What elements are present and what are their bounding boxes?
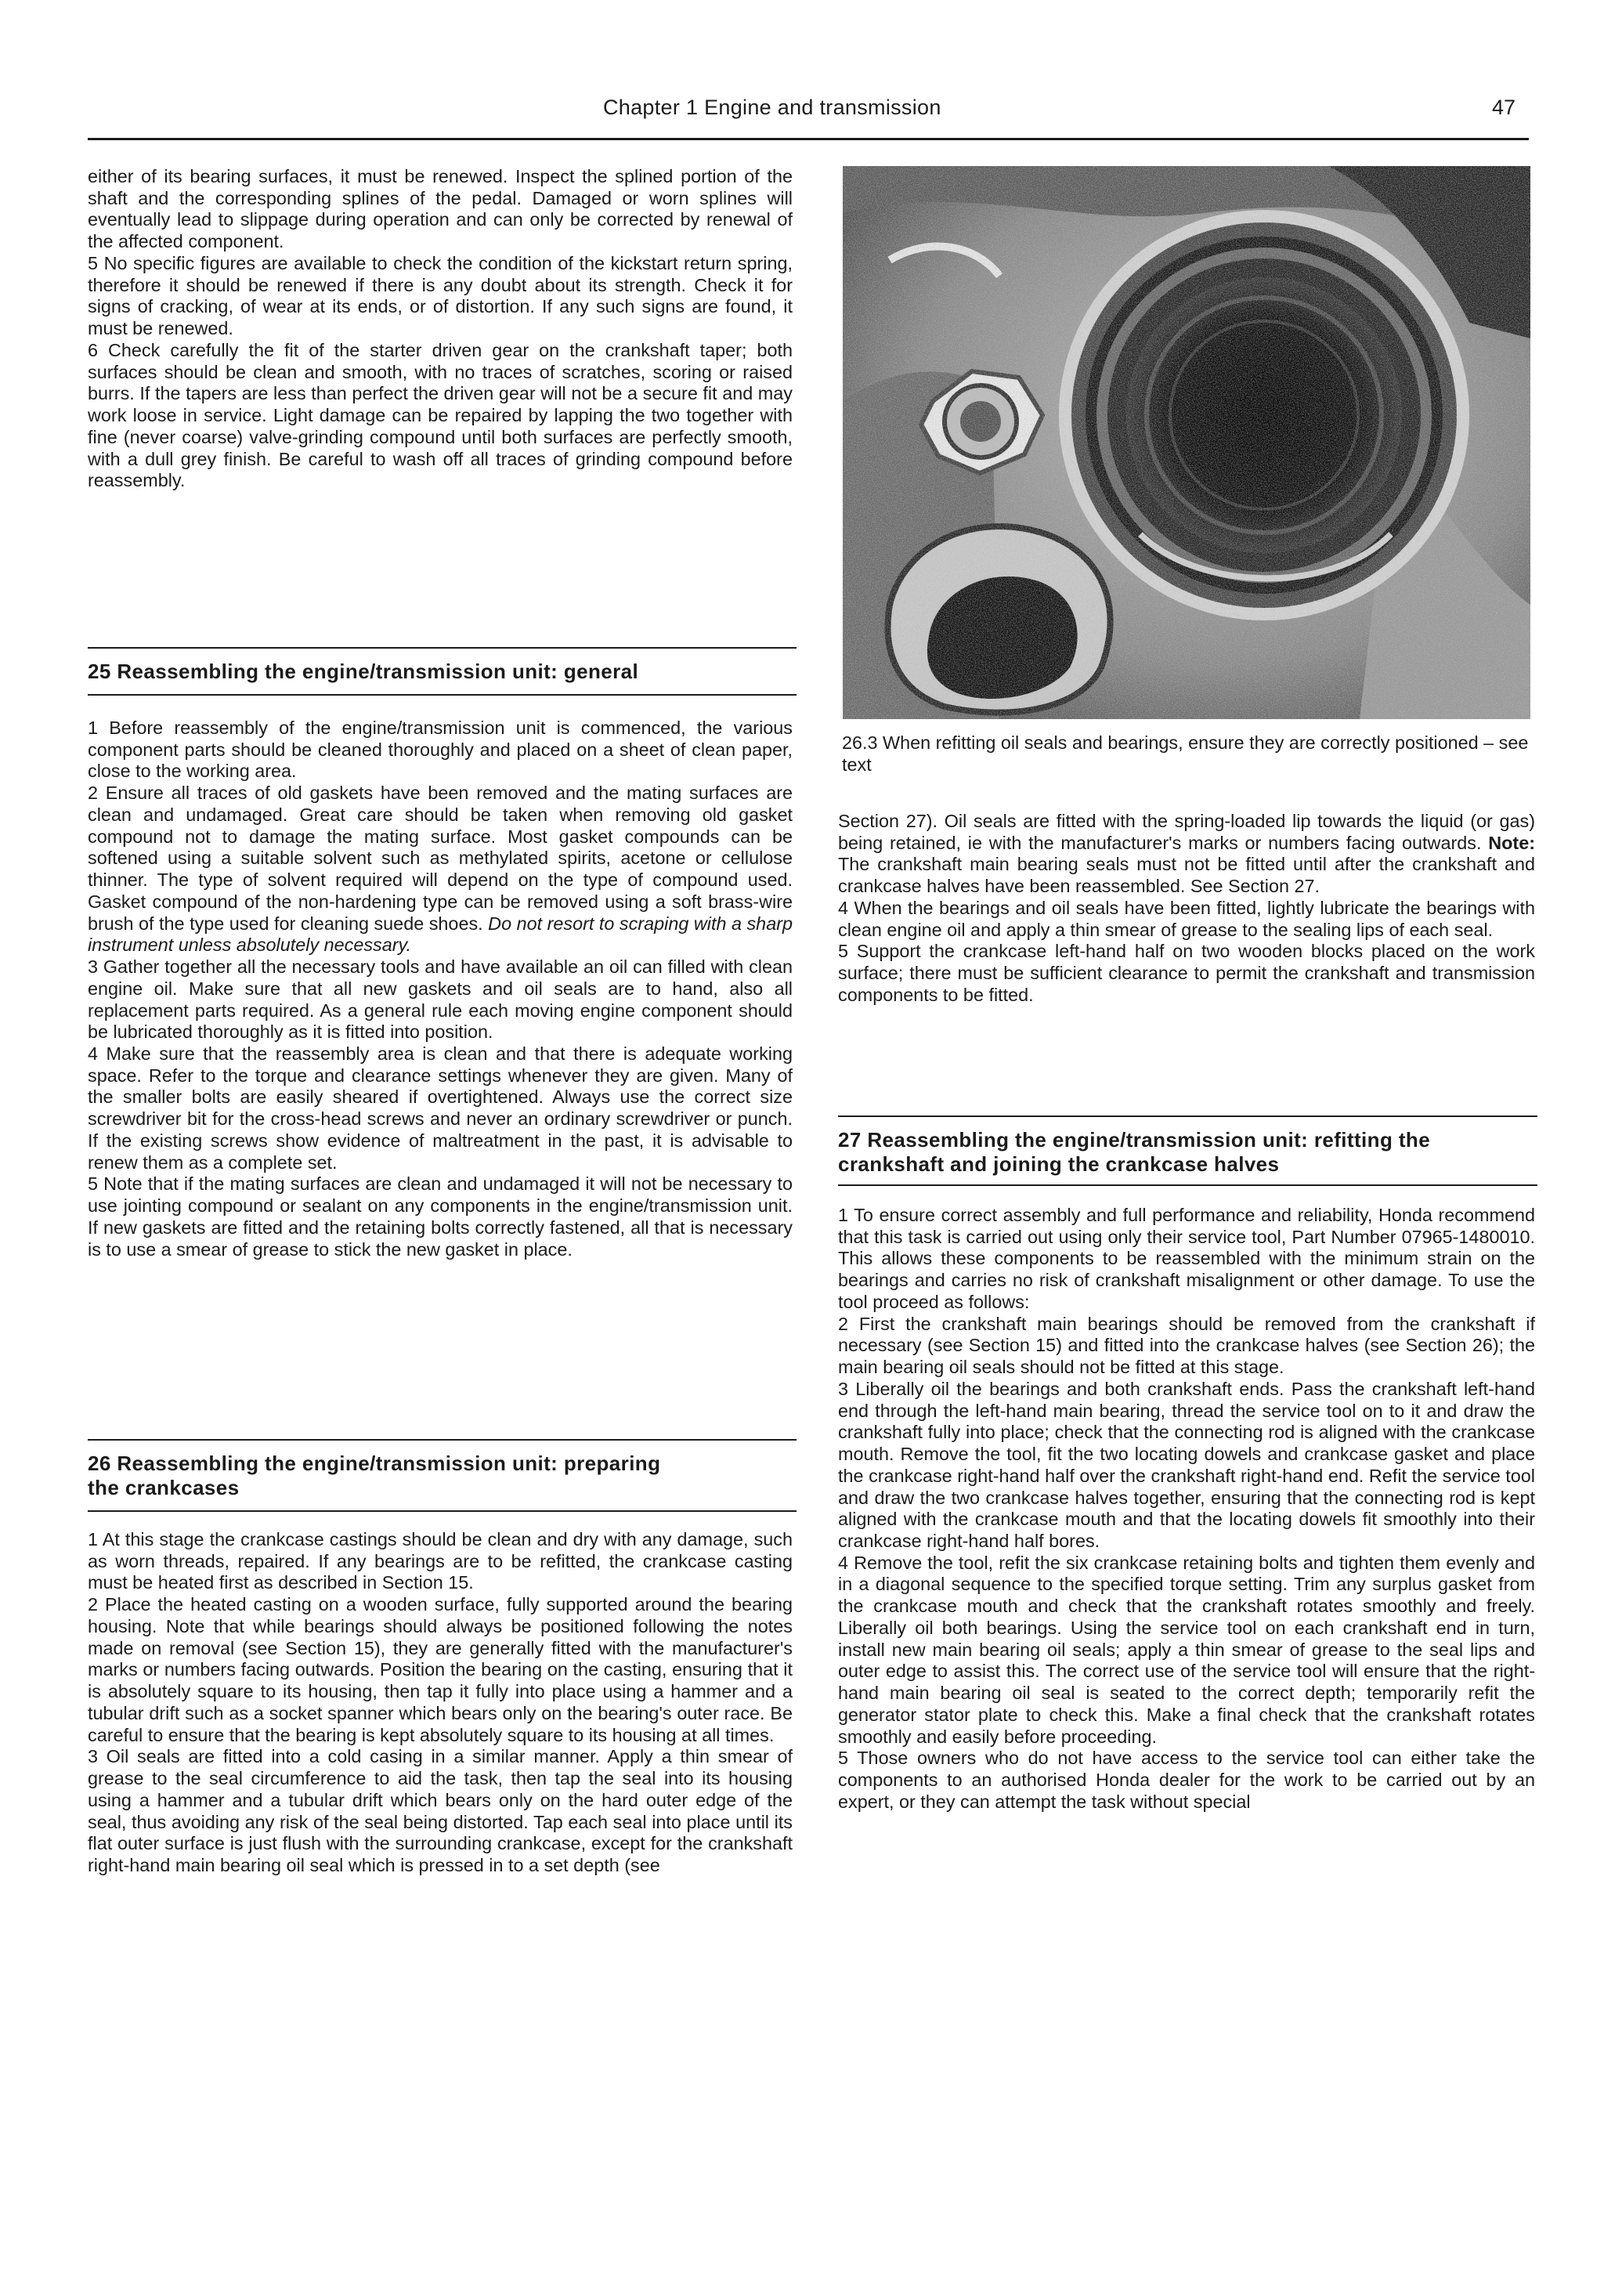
- paragraph: 5 No specific figures are available to check the condition of the kickstart return spring, therefore it should be renewed if there is any doubt about its strength. Check it for signs of cracking, of wear at its ends, or of distortion. If any such signs are found, it must be renewed.: [88, 252, 793, 339]
- paragraph: 4 Remove the tool, refit the six crankcase retaining bolts and tighten them evenly and in a diagonal sequence to the specified torque setting. Trim any surplus gasket from the crankcase mouth and check that the crankshaft rotates smoothly and freely. Liberally oil both bearings. Using the service tool on each crankshaft end in turn, install new main bearing oil seals; apply a thin smear of grease to the seal lips and outer edge to assist this. The correct use of the service tool will ensure that the right-hand main bearing oil seal is seated to the correct depth; temporarily refit the generator stator plate to check this. Make a final check that the crankshaft rotates smoothly and easily before proceeding.: [838, 1552, 1535, 1747]
- heading-line: 27 Reassembling the engine/transmission unit: refitting the: [838, 1128, 1431, 1152]
- paragraph: 6 Check carefully the fit of the starter driven gear on the crankshaft taper; both surfaces should be clean and smooth, with no traces of scratches, scoring or raised burrs. If the tapers are less than perfect the driven gear will not be a secure fit and may work loose in service. Light damage can be repaired by lapping the two together with fine (never coarse) valve-grinding compound until both surfaces are perfectly smooth, with a dull grey finish. Be careful to wash off all traces of grinding compound before reassembly.: [88, 339, 793, 491]
- section-rule: [88, 647, 797, 649]
- section-27-body: [838, 1205, 1535, 1813]
- paragraph: 3 Gather together all the necessary tools and have available an oil can filled with clean engine oil. Make sure that all new gaskets and oil seals are to hand, also all replacement parts required. As a general rule each moving engine component should be lubricated thoroughly as it is fitted into position.: [88, 956, 793, 1043]
- paragraph: 1 At this stage the crankcase castings should be clean and dry with any damage, such as worn threads, repaired. If any bearings are to be refitted, the crankcase casting must be heated first as described in Section 15.: [88, 1529, 793, 1593]
- paragraph: 1 Before reassembly of the engine/transmission unit is commenced, the various component parts should be cleaned thoroughly and placed on a sheet of clean paper, close to the working area.: [88, 718, 793, 782]
- warning-text: Do not resort to scraping with a sharp instrument unless absolutely necessary.: [88, 913, 793, 956]
- section-27-heading: [838, 1128, 1537, 1176]
- section-26-continued: [838, 811, 1535, 1007]
- paragraph: [88, 783, 793, 956]
- paragraph: 1 To ensure correct assembly and full performance and reliability, Honda recommend that this task is carried out using only their service tool, Part Number 07965-1480010. This allows these components to be reassembled with the minimum strain on the bearings and carries no risk of crankshaft misalignment or other damage. To use the tool proceed as follows:: [838, 1205, 1535, 1312]
- paragraph: 2 Place the heated casting on a wooden surface, fully supported around the bearing housing. Note that while bearings should always be positioned following the notes made on removal (see Section 15), they are generally fitted with the manufacturer's marks or numbers facing outwards. Position the bearing on the casting, ensuring that it is absolutely square to its housing, then tap it fully into place using a hammer and a tubular drift such as a socket spanner which bears only on the bearing's outer race. Be careful to ensure that the bearing is kept absolutely square to its housing at all times.: [88, 1594, 793, 1745]
- oil-seal-photo: [843, 166, 1530, 719]
- chapter-title: Chapter 1 Engine and transmission: [603, 96, 941, 119]
- paragraph: 4 When the bearings and oil seals have been fitted, lightly lubricate the bearings with clean engine oil and apply a thin smear of grease to the sealing lips of each seal.: [838, 897, 1535, 940]
- section-rule: [88, 1510, 797, 1512]
- note-text: The crankshaft main bearing seals must not be fitted until after the crankshaft and crankcase halves have been reassembled. See Section 27.: [838, 854, 1535, 897]
- section-26-heading: [88, 1452, 797, 1499]
- paragraph-text: Section 27). Oil seals are fitted with the spring-loaded lip towards the liquid (or gas) being retained, ie with the manufacturer's marks or numbers facing outwards.: [838, 811, 1535, 853]
- heading-line: crankshaft and joining the crankcase halves: [838, 1152, 1280, 1176]
- paragraph: 4 Make sure that the reassembly area is clean and that there is adequate working space. Refer to the torque and clearance settings whenever they are given. Many of the smaller bolts are easily sheared if overtightened. Always use the correct size screwdriver bit for the cross-head screws and never an ordinary screwdriver or punch. If the existing screws show evidence of maltreatment in the past, it is advisable to renew them as a complete set.: [88, 1043, 793, 1173]
- section-26-body: [88, 1529, 793, 1877]
- paragraph: [838, 811, 1535, 898]
- note-label: Note:: [1488, 832, 1535, 853]
- paragraph-text: 2 Ensure all traces of old gaskets have been removed and the mating surfaces are clean and undamaged. Great care should be taken when removing old gasket compound not to damage the mating surface. Most gasket compounds can be softened using a suitable solvent such as methylated spirits, acetone or cellulose thinner. The type of solvent required will depend on the type of compound used. Gasket compound of the non-hardening type can be removed using a soft brass-wire brush of the type used for cleaning suede shoes.: [88, 783, 793, 934]
- page-number: 47: [1492, 96, 1516, 119]
- section-rule: [88, 694, 797, 696]
- intro-text: [88, 166, 793, 492]
- crankcase-bearing-illustration: [843, 166, 1530, 719]
- photo-caption: 26.3 When refitting oil seals and bearings, ensure they are correctly positioned – see text: [842, 732, 1529, 776]
- heading-line: 26 Reassembling the engine/transmission unit: preparing: [88, 1452, 661, 1475]
- section-25-body: [88, 718, 793, 1260]
- paragraph: 2 First the crankshaft main bearings should be removed from the crankshaft if necessary (see Section 15) and fitted into the crankcase halves (see Section 26); the main bearing oil seals should not be fitted at this stage.: [838, 1313, 1535, 1378]
- paragraph: 5 Those owners who do not have access to the service tool can either take the components to an authorised Honda dealer for the work to be carried out by an expert, or they can attempt the task without special: [838, 1748, 1535, 1812]
- paragraph: either of its bearing surfaces, it must be renewed. Inspect the splined portion of the shaft and the corresponding splines of the pedal. Damaged or worn splines will eventually lead to slippage during operation and can only be corrected by renewal of the affected component.: [88, 166, 793, 252]
- paragraph: 5 Note that if the mating surfaces are clean and undamaged it will not be necessary to use jointing compound or sealant on any components in the engine/transmission unit. If new gaskets are fitted and the retaining bolts correctly fastened, all that is necessary is to use a smear of grease to stick the new gasket in place.: [88, 1173, 793, 1260]
- heading-line: the crankcases: [88, 1475, 240, 1499]
- header-rule: [88, 138, 1529, 140]
- section-25-heading: 25 Reassembling the engine/transmission unit: general: [88, 660, 639, 683]
- section-rule: [838, 1115, 1537, 1117]
- paragraph: 3 Liberally oil the bearings and both crankshaft ends. Pass the crankshaft left-hand end through the left-hand main bearing, thread the service tool on to it and draw the crankshaft fully into place; check that the connecting rod is aligned with the crankcase mouth. Remove the tool, fit the two locating dowels and crankcase gasket and place the crankcase right-hand half over the crankshaft right-hand end. Refit the service tool and draw the two crankcase halves together, ensuring that the connecting rod is kept aligned with the crankcase mouth and that the locating dowels fit smoothly into their crankcase right-hand half bores.: [838, 1378, 1535, 1552]
- paragraph: 3 Oil seals are fitted into a cold casing in a similar manner. Apply a thin smear of grease to the seal circumference to aid the task, then tap the seal into its housing using a hammer and a tubular drift which bears only on the hard outer edge of the seal, thus avoiding any risk of the seal being distorted. Tap each seal into place until its flat outer surface is just flush with the surrounding crankcase, except for the crankshaft right-hand main bearing oil seal which is pressed in to a set depth (see: [88, 1746, 793, 1876]
- section-rule: [838, 1184, 1537, 1186]
- paragraph: 5 Support the crankcase left-hand half on two wooden blocks placed on the work surface; there must be sufficient clearance to permit the crankshaft and transmission components to be fitted.: [838, 941, 1535, 1005]
- section-rule: [88, 1439, 797, 1441]
